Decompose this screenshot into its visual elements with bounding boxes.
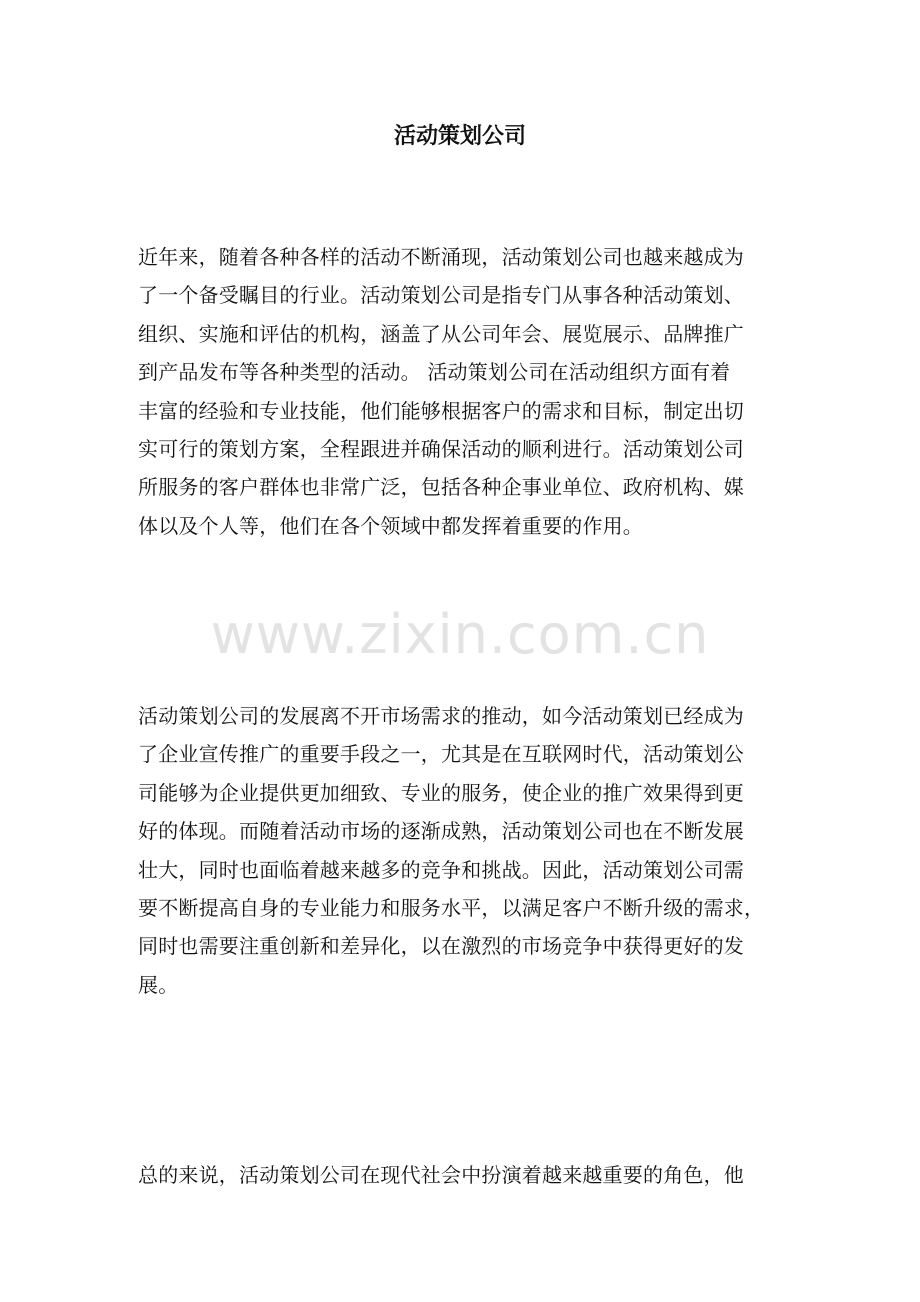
paragraph-line: 组织、实施和评估的机构，涵盖了从公司年会、展览展示、品牌推广 — [138, 321, 744, 346]
page-title: 活动策划公司 — [393, 123, 526, 149]
paragraph-line: 壮大，同时也面临着越来越多的竞争和挑战。因此，活动策划公司需 — [138, 857, 744, 882]
paragraph-line: 展。 — [138, 972, 179, 997]
paragraph-line: 实可行的策划方案，全程跟进并确保活动的顺利进行。活动策划公司 — [138, 437, 744, 462]
paragraph-line: 司能够为企业提供更加细致、专业的服务，使企业的推广效果得到更 — [138, 780, 744, 805]
paragraph-line: 了一个备受瞩目的行业。活动策划公司是指专门从事各种活动策划、 — [138, 283, 744, 308]
paragraph-line: 好的体现。而随着活动市场的逐渐成熟，活动策划公司也在不断发展 — [138, 819, 744, 844]
paragraph-line: 活动策划公司的发展离不开市场需求的推动，如今活动策划已经成为 — [138, 704, 744, 728]
paragraph-1 — [138, 238, 786, 545]
paragraph-line: 丰富的经验和专业技能，他们能够根据客户的需求和目标，制定出切 — [138, 398, 744, 423]
paragraph-3 — [138, 1156, 786, 1194]
paragraph-line: 近年来，随着各种各样的活动不断涌现，活动策划公司也越来越成为 — [138, 245, 744, 269]
paragraph-line: 了企业宣传推广的重要手段之一，尤其是在互联网时代，活动策划公 — [138, 742, 744, 767]
paragraph-line: 要不断提高自身的专业能力和服务水平，以满足客户不断升级的需求， — [138, 896, 765, 921]
paragraph-line: 总的来说，活动策划公司在现代社会中扮演着越来越重要的角色，他 — [138, 1163, 744, 1187]
paragraph-line: 同时也需要注重创新和差异化，以在激烈的市场竞争中获得更好的发 — [138, 934, 744, 959]
paragraph-2 — [138, 697, 786, 1004]
watermark-text: www.zixin.com.cn — [210, 603, 710, 666]
paragraph-line: 到产品发布等各种类型的活动。 活动策划公司在活动组织方面有着 — [138, 360, 731, 385]
paragraph-line: 体以及个人等，他们在各个领域中都发挥着重要的作用。 — [138, 513, 643, 538]
paragraph-line: 所服务的客户群体也非常广泛，包括各种企事业单位、政府机构、媒 — [138, 475, 744, 500]
